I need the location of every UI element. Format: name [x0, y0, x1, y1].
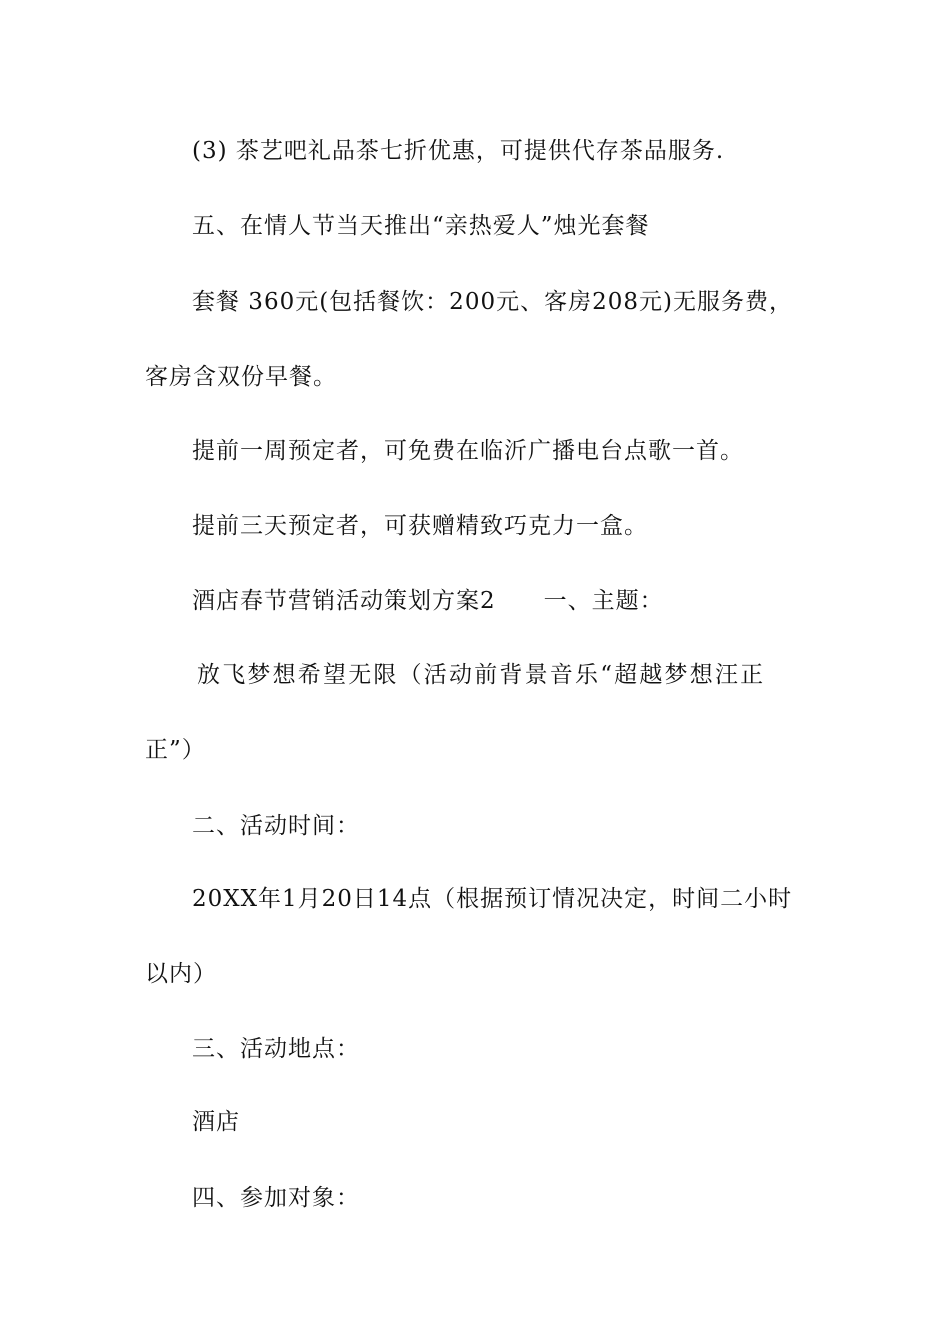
text-line-three-day-booking: 提前三天预定者，可获赠精致巧克力一盒。: [192, 513, 648, 539]
text-line-theme-content-continued: 正”）: [145, 737, 206, 763]
text-line-participants-heading: 四、参加对象：: [192, 1185, 360, 1211]
text-line-package-price: 套餐 360元(包括餐饮：200元、客房208元)无服务费，: [192, 289, 793, 315]
text-line-activity-time-continued: 以内）: [145, 961, 217, 987]
text-line-valentine-package-heading: 五、在情人节当天推出“亲热爱人”烛光套餐: [192, 213, 650, 239]
text-line-activity-location-heading: 三、活动地点：: [192, 1036, 360, 1062]
text-line-activity-time-heading: 二、活动时间：: [192, 813, 360, 839]
text-line-breakfast: 客房含双份早餐。: [145, 364, 337, 390]
text-line-one-week-booking: 提前一周预定者，可免费在临沂广播电台点歌一首。: [192, 438, 744, 464]
text-line-gift-tea-discount: (3) 茶艺吧礼品茶七折优惠，可提供代存茶品服务.: [192, 138, 725, 164]
text-line-plan-title-theme: 酒店春节营销活动策划方案2 一、主题：: [192, 588, 664, 614]
text-line-activity-time: 20XX年1月20日14点（根据预订情况决定，时间二小时: [192, 886, 793, 912]
text-line-theme-content: 放飞梦想希望无限（活动前背景音乐“超越梦想汪正: [197, 662, 766, 688]
text-line-activity-location: 酒店: [192, 1109, 240, 1135]
